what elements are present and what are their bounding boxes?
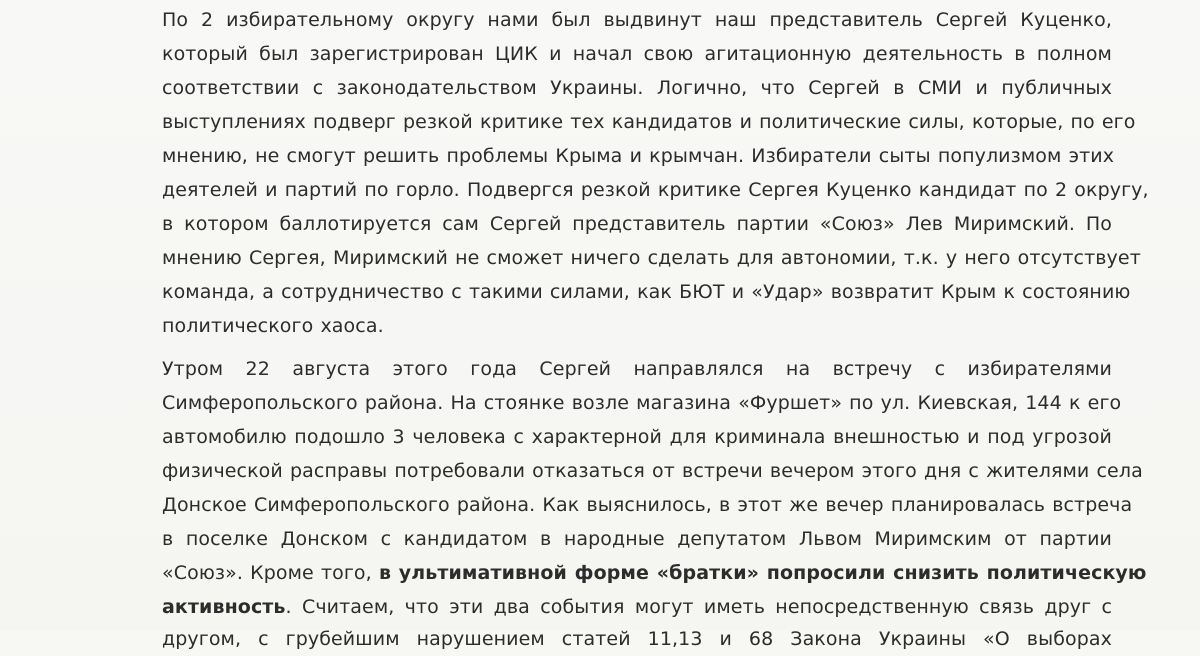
line-text: в котором баллотируется сам Сергей представитель партии «Союз» Лев Миримский. По <box>162 213 1112 235</box>
document-line <box>162 488 1133 522</box>
document-line <box>162 3 1112 37</box>
line-text: физической расправы потребовали отказаться от встречи вечером этого дня с жителями села <box>162 460 1143 482</box>
line-text: соответствии с законодательством Украины. Логично, что Сергей в СМИ и публичных <box>162 77 1112 99</box>
bold-emphasis-text: в ультимативной форме «братки» попросили снизить политическую <box>378 562 1147 584</box>
document-line <box>162 241 1141 275</box>
line-text: мнению, не смогут решить проблемы Крыма и крымчан. Избиратели сыты популизмом этих <box>162 145 1115 167</box>
document-line <box>162 71 1112 105</box>
line-prefix-text: «Союз». Кроме того, <box>162 562 379 584</box>
line-text: команда, а сотрудничество с такими силами, как БЮТ и «Удар» возвратит Крым к состоянию <box>162 281 1131 303</box>
document-line <box>162 590 1112 624</box>
line-text: выступлениях подверг резкой критике тех кандидатов и политические силы, которые, по его <box>162 111 1136 133</box>
line-text: Донское Симферопольского района. Как выяснилось, в этот же вечер планировалась встреча <box>162 494 1133 516</box>
bold-emphasis-text: активность <box>162 596 286 618</box>
document-line <box>162 275 1131 309</box>
line-text: деятелей и партий по горло. Подвергся резкой критике Сергея Куценко кандидат по 2 округу, <box>162 179 1149 201</box>
line-text: который был зарегистрирован ЦИК и начал свою агитационную деятельность в полном <box>162 43 1112 65</box>
line-text: По 2 избирательному округу нами был выдвинут наш представитель Сергей Куценко, <box>162 9 1112 31</box>
document-line <box>162 386 1122 420</box>
document-line <box>162 454 1143 488</box>
line-text: Симферопольского района. На стоянке возле магазина «Фуршет» по ул. Киевская, 144 к его <box>162 392 1122 414</box>
document-line <box>162 139 1115 173</box>
line-text: другом, с грубейшим нарушением статей 11,13 и 68 Закона Украины «О выборах <box>162 628 1112 650</box>
document-line <box>162 352 1112 386</box>
line-suffix-text: . Считаем, что эти два события могут иметь непосредственную связь друг с <box>285 596 1112 618</box>
line-text: политического хаоса. <box>162 315 384 337</box>
document-line <box>162 173 1149 207</box>
document-line <box>162 37 1112 71</box>
document-line <box>162 105 1136 139</box>
document-line <box>162 622 1112 656</box>
document-line <box>162 309 1112 343</box>
line-text: автомобилю подошло 3 человека с характерной для криминала внешностью и под угрозой <box>162 426 1112 448</box>
document-line <box>162 207 1112 241</box>
line-text: в поселке Донском с кандидатом в народные депутатом Львом Миримским от партии <box>162 528 1112 550</box>
document-line <box>162 522 1112 556</box>
line-text: Утром 22 августа этого года Сергей направлялся на встречу с избирателями <box>162 358 1112 380</box>
line-text: мнению Сергея, Миримский не сможет ничего сделать для автономии, т.к. у него отсутствует <box>162 247 1141 269</box>
document-line <box>162 420 1112 454</box>
document-line <box>162 556 1147 590</box>
